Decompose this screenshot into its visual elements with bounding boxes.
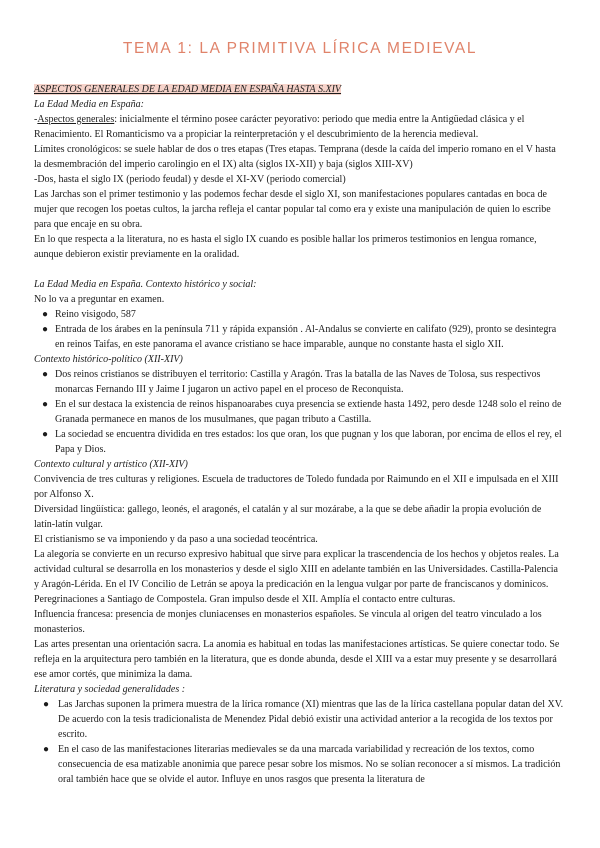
list-item: ● Las Jarchas suponen la primera muestra de la lírica romance (XI) mientras que las de la lírica castellana popular datan del XV. De acuerdo con la tesis tradicionalista de Menendez Pidal debió existir una actividad anterior a la recogida de los textos por escrito. (43, 699, 564, 740)
section-heading: ASPECTOS GENERALES DE LA EDAD MEDIA EN ESPAÑA HASTA S.XIV (34, 84, 342, 95)
list-item: ● Reino visigodo, 587 (42, 309, 136, 320)
bullet-icon: ● (42, 399, 49, 410)
s4-paragraph: Diversidad lingüística: gallego, leonés, el aragonés, el catalán y al sur mozárabe, a la que se debe añadir la propia evolución de latín-latín vulgar. (34, 504, 542, 530)
bullet-icon: ● (42, 369, 49, 380)
bullet-icon: ● (42, 429, 49, 440)
bullet-icon: ● (42, 309, 49, 320)
s2-note: No lo va a preguntar en examen. (34, 294, 165, 305)
s1-dos: -Dos, hasta el siglo IX (periodo feudal) y desde el XI-XV (periodo comercial) (34, 174, 346, 185)
list-item: ● En el caso de las manifestaciones literarias medievales se da una marcada variabilidad y recreación de los textos, como consecuencia de esa matizable anonimia que parece pesar sobre los mismos. No se solían reconocer a sí mismos. La tradición oral también hace que se olvide el autor. Influye en unos rasgos que presenta la literatura de (43, 744, 561, 785)
s2-subtitle: La Edad Media en España. Contexto histórico y social: (34, 279, 257, 290)
bullet-icon: ● (42, 324, 49, 335)
s1-aspectos-text: : inicialmente el término posee carácter peyorativo: periodo que media entre la Antigüedad clásica y el Renacimiento. El Romanticismo va a propiciar la reinterpretación y el descubrimiento de la herencia medieval. (34, 114, 525, 140)
s4-paragraph: Convivencia de tres culturas y religiones. Escuela de traductores de Toledo fundada por Raimundo en el XII e impulsada en el XIII por Alfonso X. (34, 474, 559, 500)
bullet-icon: ● (43, 699, 50, 710)
s1-subtitle: La Edad Media en España: (34, 99, 144, 110)
s4-subtitle: Contexto cultural y artístico (XII-XIV) (34, 459, 188, 470)
s5-bullet-list (34, 697, 564, 787)
bullet-icon: ● (43, 744, 50, 755)
page-title: TEMA 1: LA PRIMITIVA LÍRICA MEDIEVAL (122, 40, 478, 57)
s1-aspectos-label: Aspectos generales (37, 114, 115, 125)
s4-paragraph: Influencia francesa: presencia de monjes cluniacenses en monasterios españoles. Se vincula al origen del teatro vinculado a los monasterios. (34, 609, 542, 635)
s5-subtitle: Literatura y sociedad generalidades : (34, 684, 186, 695)
s4-paragraph: Peregrinaciones a Santiago de Compostela. Gran impulso desde el XII. Amplía el contacto entre culturas. (34, 594, 456, 605)
document-body (34, 82, 564, 787)
s1-literatura: En lo que respecta a la literatura, no es hasta el siglo IX cuando es posible hallar los primeros testimonios en lengua romance, aunque debieron existir previamente en la oralidad. (34, 234, 537, 260)
s2-bullet-list (34, 307, 564, 352)
list-item: ● Entrada de los árabes en la península 711 y rápida expansión . Al-Andalus se convierte en califato (929), pronto se desintegra en reinos Taifas, en este panorama el avance cristiano se hace imparable, aunque no constante hasta el siglo XII. (42, 324, 557, 350)
s1-jarchas: Las Jarchas son el primer testimonio y las podemos fechar desde el siglo XI, son manifestaciones populares cantadas en boca de mujer que recogen los poetas cultos, la jarcha refleja el cantar popular tal como era y existe una manipulación de quien lo escribe para que encaje en su obra. (34, 189, 551, 230)
list-item: ● En el sur destaca la existencia de reinos hispanoarabes cuya presencia se extiende hasta 1492, pero desde 1248 solo el reino de Granada permanece en manos de los musulmanes, que pagan tributo a Castilla. (42, 399, 562, 425)
s3-bullet-list (34, 367, 564, 457)
s4-paragraph: El cristianismo se va imponiendo y da paso a una sociedad teocéntrica. (34, 534, 318, 545)
list-item: ● La sociedad se encuentra dividida en tres estados: los que oran, los que pugnan y los que laboran, por encima de ellos el rey, el Papa y Dios. (42, 429, 562, 455)
list-item: ● Dos reinos cristianos se distribuyen el territorio: Castilla y Aragón. Tras la batalla de las Naves de Tolosa, sus respectivos monarcas Fernando III y Jaime I jugaron un activo papel en el proceso de Reconquista. (42, 369, 541, 395)
s1-aspectos: -Aspectos generales: inicialmente el término posee carácter peyorativo: periodo que media entre la Antigüedad clásica y el Renacimiento. El Romanticismo va a propiciar la reinterpretación y el descubrimiento de la herencia medieval. (34, 114, 525, 140)
s4-paragraph: Las artes presentan una orientación sacra. La anomia es habitual en todas las manifestaciones artísticas. Se quiere conectar todo. Se refleja en la arquitectura pero también en la literatura, que es donde abunda, desde el XIII va a estar muy presente y se desarrollará ese amor cortés, que minimiza la dama. (34, 639, 560, 680)
s3-subtitle: Contexto histórico-político (XII-XIV) (34, 354, 183, 365)
s4-paragraph: La alegoría se convierte en un recurso expresivo habitual que sirve para explicar la trascendencia de los hechos y objetos reales. La actividad cultural se desarrolla en los monasterios y desde el siglo XIII en adelante también en las Universidades. Castilla-Palencia y Aragón-Lérida. En el IV Concilio de Letrán se apoya la predicación en la lengua vulgar por parte de franciscanos y dominicos. (34, 549, 559, 590)
spacer (34, 262, 564, 277)
s1-limites: Límites cronológicos: se suele hablar de dos o tres etapas (Tres etapas. Temprana (desde la caída del imperio romano en el V hasta la desmembración del imperio carolingio en el IX) alta (siglos IX-XII) y baja (siglos XIII-XV) (34, 144, 556, 170)
